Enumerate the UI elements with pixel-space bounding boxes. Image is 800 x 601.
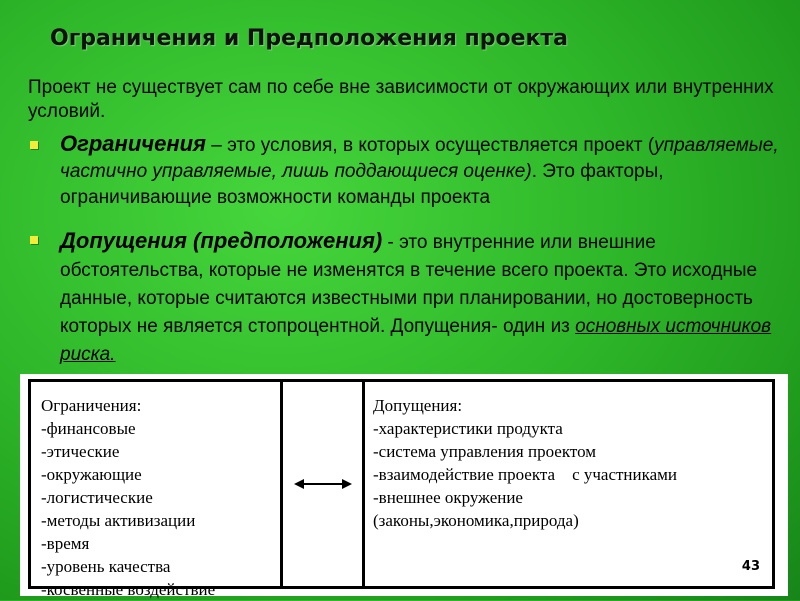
square-bullet-icon bbox=[30, 141, 38, 149]
constraint-item: -окружающие bbox=[41, 465, 142, 484]
assumptions-header: Допущения: bbox=[373, 396, 463, 415]
arrow-column bbox=[283, 382, 365, 586]
assumption-item: -характеристики продукта bbox=[373, 419, 563, 438]
double-arrow-icon bbox=[294, 477, 352, 491]
square-bullet-icon bbox=[30, 236, 38, 244]
constraint-item: -время bbox=[41, 534, 90, 553]
assumption-item: (законы,экономика,природа) bbox=[373, 511, 579, 530]
assumptions-definition: - это внутренние или внешние обстоятельства, которые не изменятся в течение всего проекта. Это исходные данные, которые считаются известными при планировании, но достоверность которых не является стопроцентной. Допущения- один из bbox=[60, 232, 758, 337]
constraints-header: Ограничения: bbox=[41, 396, 142, 415]
bullet-constraints bbox=[28, 132, 788, 211]
bullet-assumptions-text bbox=[60, 228, 772, 365]
constraints-factors: . Это факторы, ограничивающие возможности команды проекта bbox=[60, 161, 664, 208]
assumptions-column bbox=[365, 382, 772, 586]
comparison-panel bbox=[20, 374, 788, 599]
assumption-item: -система управления проектом bbox=[373, 442, 597, 461]
bullet-assumptions bbox=[28, 227, 788, 369]
term-assumptions: Допущения (предположения) bbox=[60, 228, 383, 253]
constraint-item: -этические bbox=[41, 442, 120, 461]
constraint-item: -косвенные воздействие bbox=[41, 580, 216, 599]
term-constraints: Ограничения bbox=[60, 131, 206, 156]
page-number: 43 bbox=[741, 559, 760, 574]
constraints-types: управляемые, частично управляемые, лишь поддающиеся оценке) bbox=[60, 135, 779, 182]
constraint-item: -уровень качества bbox=[41, 557, 171, 576]
constraints-definition: – это условия, в которых осуществляется проект ( bbox=[206, 135, 655, 156]
slide-title: Ограничения и Предположения проекта bbox=[50, 26, 569, 51]
bullet-constraints-text bbox=[60, 131, 779, 208]
assumption-item: -внешнее окружение bbox=[373, 488, 523, 507]
risk-sources-link[interactable]: основных источников риска. bbox=[60, 316, 772, 365]
constraint-item: -методы активизации bbox=[41, 511, 196, 530]
constraints-column bbox=[31, 382, 283, 599]
constraint-item: -логистические bbox=[41, 488, 153, 507]
assumption-item: -взаимодействие проекта с участниками bbox=[373, 465, 678, 484]
constraint-item: -финансовые bbox=[41, 419, 136, 438]
bullet-list bbox=[28, 132, 788, 369]
comparison-table bbox=[28, 379, 775, 599]
intro-text: Проект не существует сам по себе вне зависимости от окружающих или внутренних условий. bbox=[28, 77, 774, 122]
